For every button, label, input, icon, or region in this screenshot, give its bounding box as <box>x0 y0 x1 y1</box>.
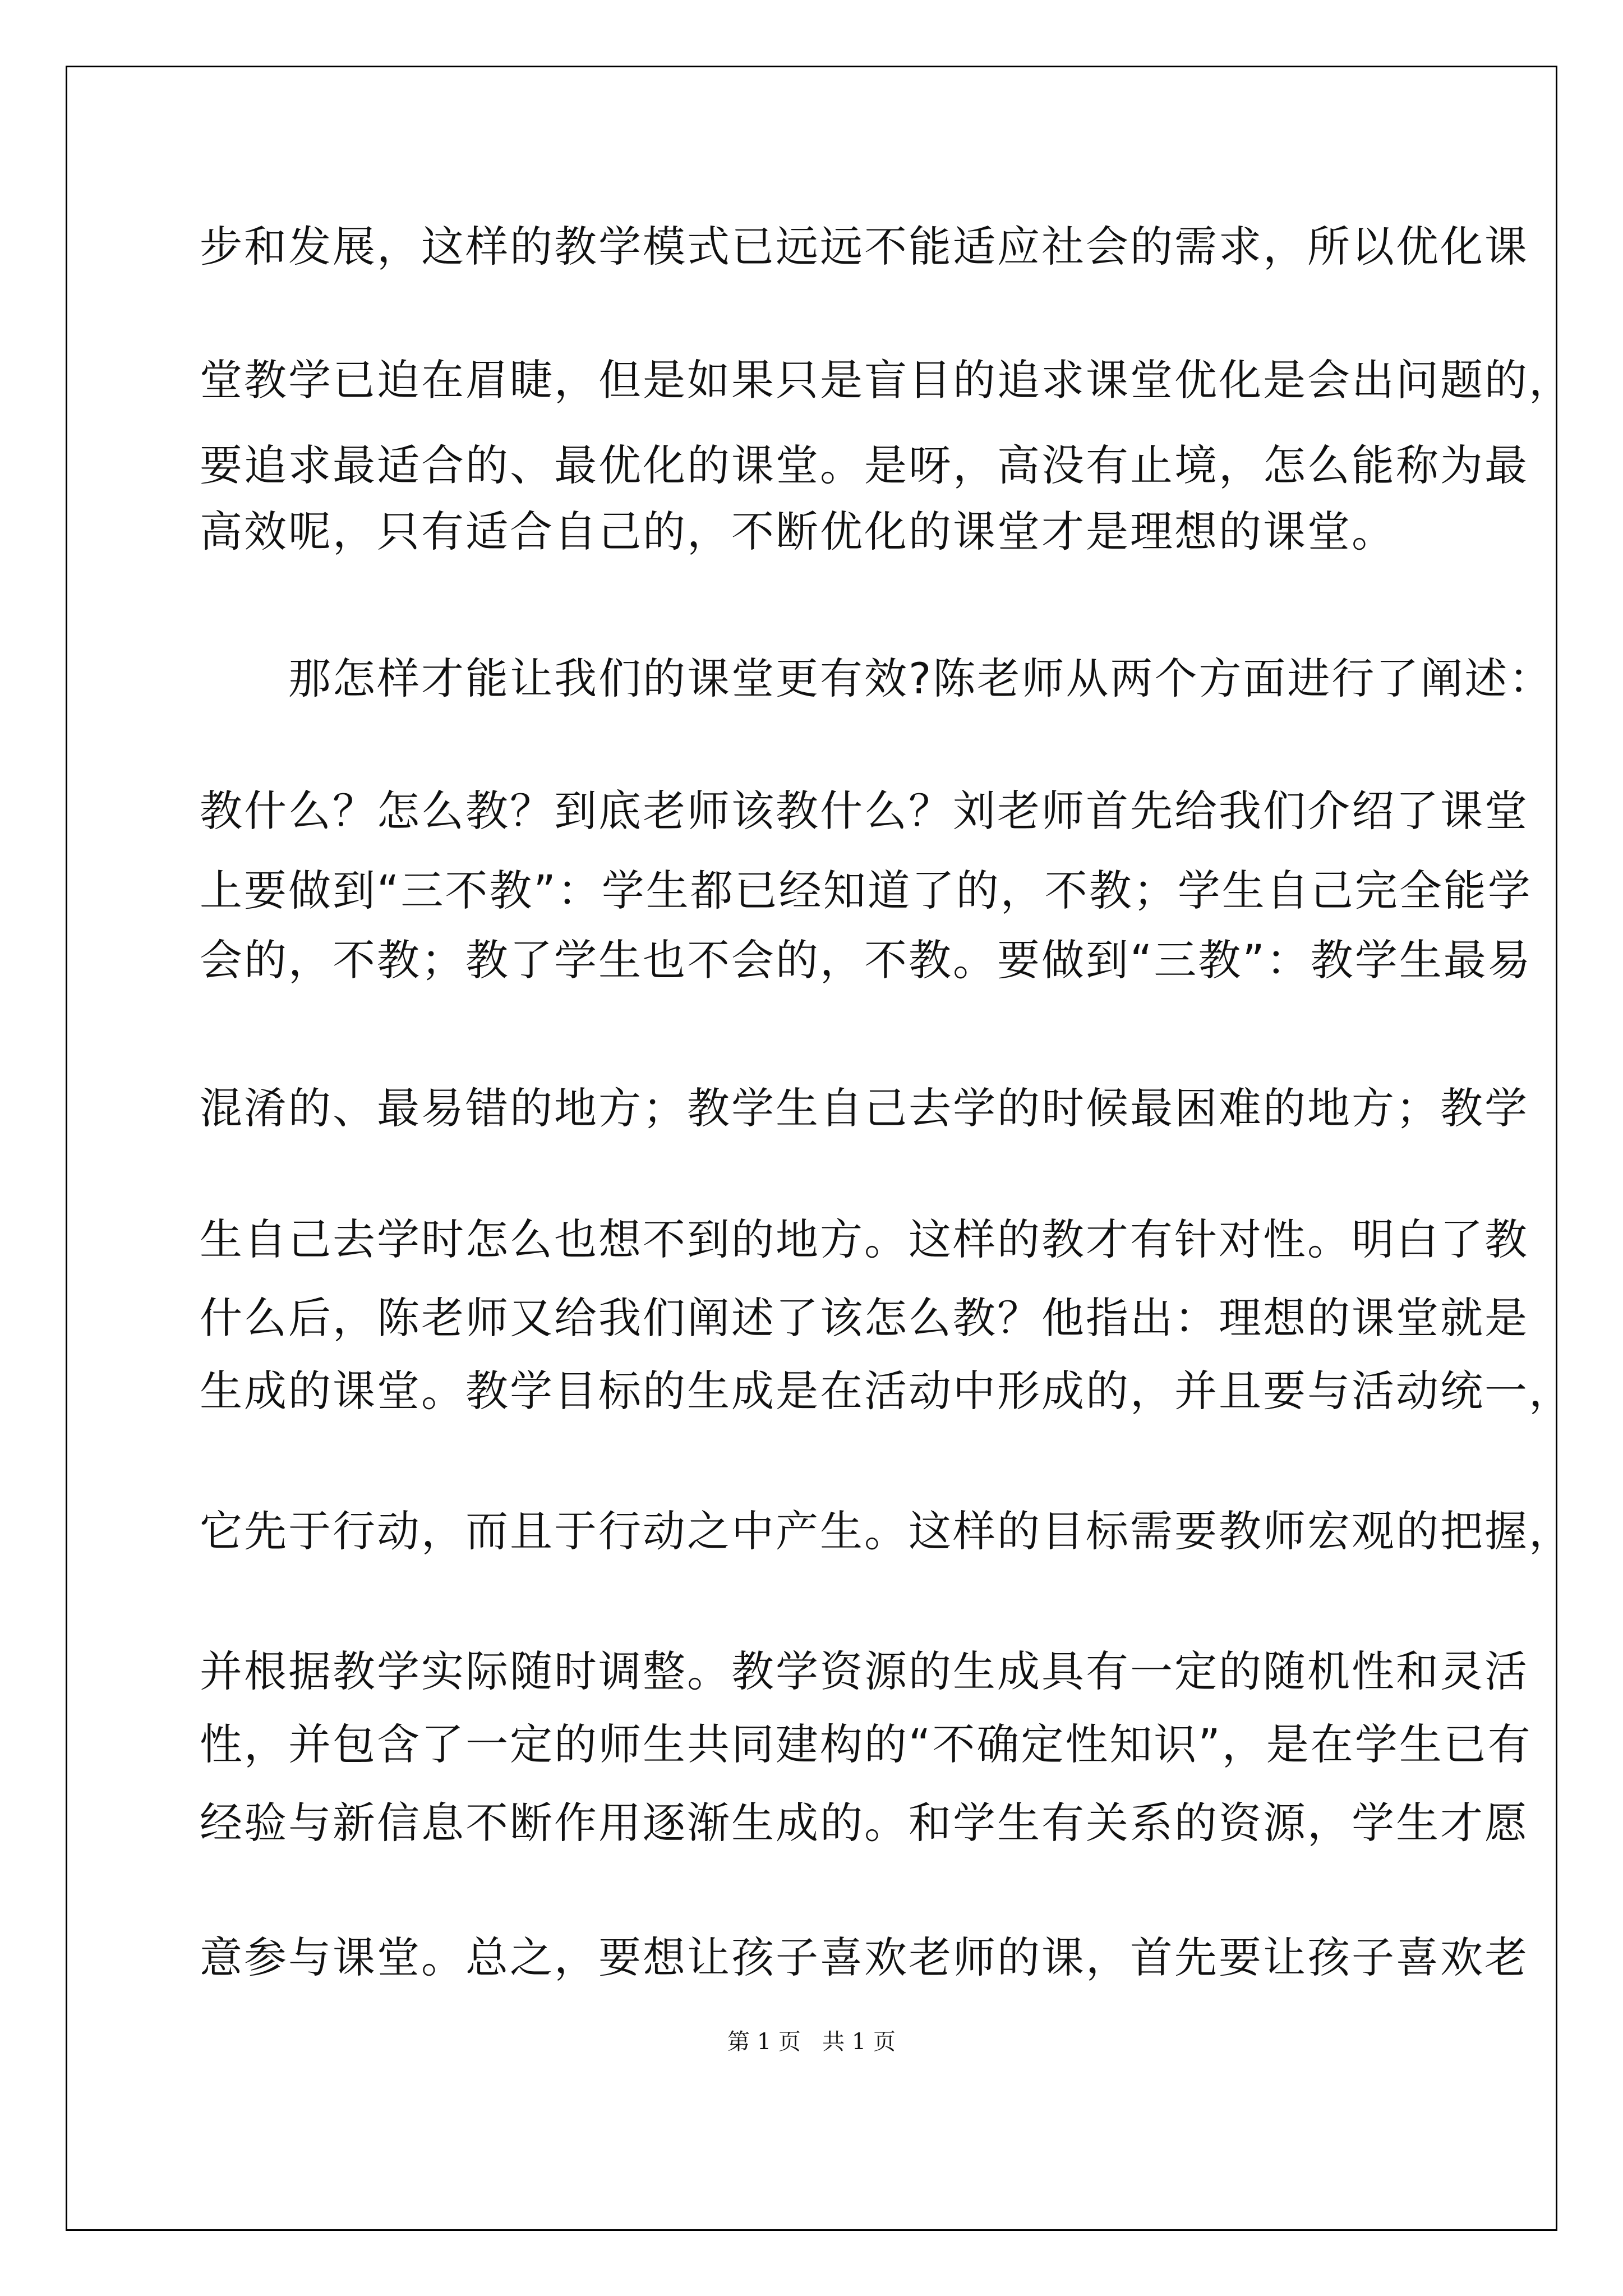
body-text-line: 经验与新信息不断作用逐渐生成的。和学生有关系的资源，学生才愿 <box>200 1798 1529 1848</box>
body-text-line: 生成的课堂。教学目标的生成是在活动中形成的，并且要与活动统一， <box>200 1366 1573 1416</box>
body-text-line: 它先于行动，而且于行动之中产生。这样的目标需要教师宏观的把握， <box>200 1506 1573 1556</box>
body-text-line: 什么后，陈老师又给我们阐述了该怎么教？他指出：理想的课堂就是 <box>200 1293 1529 1343</box>
body-text-line: 堂教学已迫在眉睫，但是如果只是盲目的追求课堂优化是会出问题的， <box>200 355 1573 405</box>
body-text-line: 混淆的、最易错的地方；教学生自己去学的时候最困难的地方；教学 <box>200 1083 1529 1133</box>
body-text-line: 意参与课堂。总之，要想让孩子喜欢老师的课，首先要让孩子喜欢老 <box>200 1932 1529 1982</box>
body-text-line: 上要做到“三不教”：学生都已经知道了的，不教；学生自己完全能学 <box>200 866 1532 915</box>
body-text-line: 生自己去学时怎么也想不到的地方。这样的教才有针对性。明白了教 <box>200 1214 1529 1264</box>
body-text-line: 高效呢，只有适合自己的，不断优化的课堂才是理想的课堂。 <box>200 507 1396 556</box>
page-number-footer: 第 1 页 共 1 页 <box>727 2029 896 2055</box>
body-text-line: 性，并包含了一定的师生共同建构的“不确定性知识”，是在学生已有 <box>200 1719 1532 1769</box>
body-text-line: 那怎样才能让我们的课堂更有效?陈老师从两个方面进行了阐述： <box>200 654 1553 703</box>
body-text-line: 并根据教学实际随时调整。教学资源的生成具有一定的随机性和灵活 <box>200 1646 1529 1696</box>
body-text-line: 要追求最适合的、最优化的课堂。是呀，高没有止境，怎么能称为最 <box>200 440 1529 490</box>
body-text-line: 教什么？怎么教？到底老师该教什么？刘老师首先给我们介绍了课堂 <box>200 786 1529 836</box>
body-text-line: 会的，不教；教了学生也不会的，不教。要做到“三教”：教学生最易 <box>200 935 1532 985</box>
body-text-line: 步和发展，这样的教学模式已远远不能适应社会的需求，所以优化课 <box>200 222 1529 272</box>
